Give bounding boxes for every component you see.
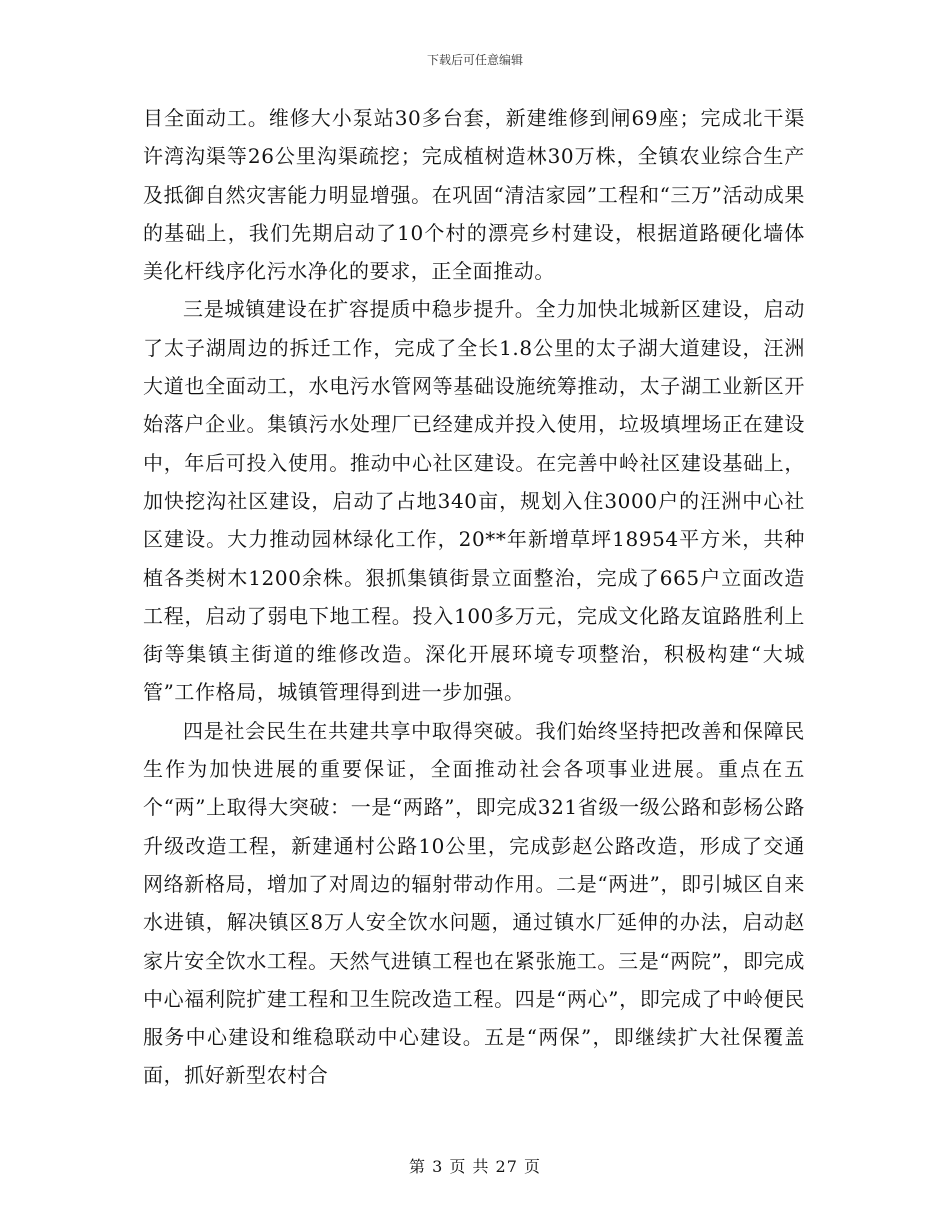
- paragraph-town-construction: 三是城镇建设在扩容提质中稳步提升。全力加快北城新区建设，启动了太子湖周边的拆迁工作，完成了全长1.8公里的太子湖大道建设，汪洲大道也全面动工，水电污水管网等基础设施统筹推动，太子湖工业新区开始落户企业。集镇污水处理厂已经建成并投入使用，垃圾填埋场正在建设中，年后可投入使用。推动中心社区建设。在完善中岭社区建设基础上，加快挖沟社区建设，启动了占地340亩，规划入住3000户的汪洲中心社区建设。大力推动园林绿化工作，20**年新增草坪18954平方米，共种植各类树木1200余株。狠抓集镇街景立面整治，完成了665户立面改造工程，启动了弱电下地工程。投入100多万元，完成文化路友谊路胜利上街等集镇主街道的维修改造。深化开展环境专项整治，积极构建“大城管”工作格局，城镇管理得到进一步加强。: [143, 297, 805, 705]
- document-body: [143, 99, 805, 1095]
- paragraph-social-livelihood: 四是社会民生在共建共享中取得突破。我们始终坚持把改善和保障民生作为加快进展的重要保证，全面推动社会各项事业进展。重点在五个“两”上取得大突破：一是“两路”，即完成321省级一级公路和彭杨公路升级改造工程，新建通村公路10公里，完成彭赵公路改造，形成了交通网络新格局，增加了对周边的辐射带动作用。二是“两进”，即引城区自来水进镇，解决镇区8万人安全饮水问题，通过镇水厂延伸的办法，启动赵家片安全饮水工程。天然气进镇工程也在紧张施工。三是“两院”，即完成中心福利院扩建工程和卫生院改造工程。四是“两心”，即完成了中岭便民服务中心建设和维稳联动中心建设。五是“两保”，即继续扩大社保覆盖面，抓好新型农村合: [143, 718, 805, 1088]
- paragraph-continued: 目全面动工。维修大小泵站30多台套，新建维修到闸69座；完成北干渠许湾沟渠等26公里沟渠疏挖；完成植树造林30万株，全镇农业综合生产及抵御自然灾害能力明显增强。在巩固“清洁家园”工程和“三万”活动成果的基础上，我们先期启动了10个村的漂亮乡村建设，根据道路硬化墙体美化杆线序化污水净化的要求，正全面推动。: [143, 106, 805, 284]
- page-header-note: 下载后可任意编辑: [426, 53, 523, 67]
- page-number: 第 3 页 共 27 页: [409, 1157, 541, 1176]
